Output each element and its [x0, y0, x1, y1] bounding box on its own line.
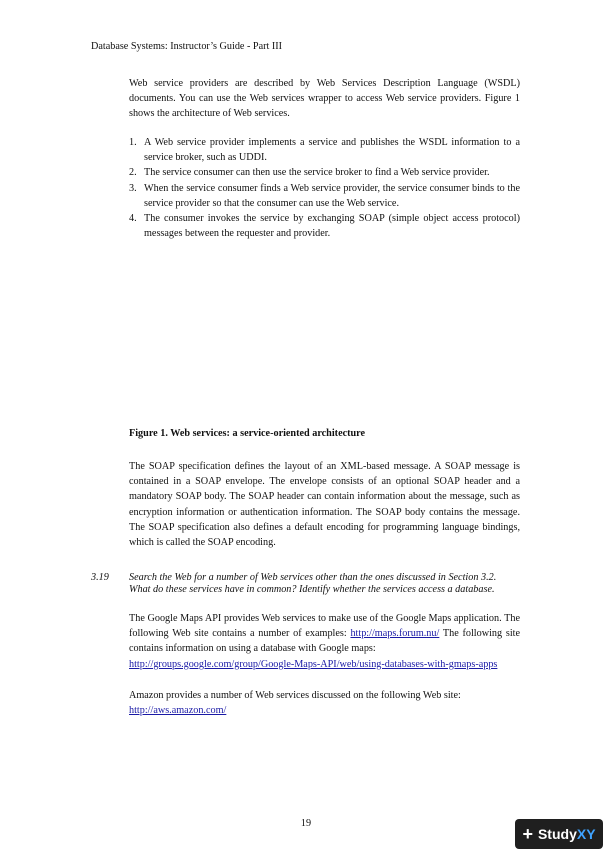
- google-text-1: The Google Maps API provides Web services to make use of the Google Maps application. The following Web site contains a number of examples:: [129, 613, 520, 640]
- intro-paragraph: Web service providers are described by Web Services Description Language (WSDL) documents. You can use the Web services wrapper to access Web service providers. Figure 1 shows the architecture of Web services.: [129, 78, 520, 120]
- aws-link[interactable]: http://aws.amazon.com/: [129, 705, 227, 717]
- steps-list: [129, 135, 520, 241]
- list-item: [129, 211, 520, 241]
- figure-placeholder: [129, 270, 520, 420]
- list-text: The consumer invokes the service by exchanging SOAP (simple object access protocol) messages between the requester and provider.: [144, 213, 520, 240]
- google-paragraph: [129, 611, 520, 672]
- google-groups-link[interactable]: http://groups.google.com/group/Google-Maps-API/web/using-databases-with-gmaps-apps: [129, 658, 498, 670]
- soap-paragraph: The SOAP specification defines the layout of an XML-based message. A SOAP message is contained in a SOAP envelope. The envelope consists of an optional SOAP header and a mandatory SOAP body. The SOAP header can contain information about the message, such as encryption information or authentication information. The SOAP body contains the message. The SOAP specification also defines a default encoding for programming language bindings, which is called the SOAP encoding.: [129, 461, 520, 549]
- google-text-2: The following site contains information on using a database with Google maps:: [129, 628, 521, 655]
- badge-label-study: Study: [537, 826, 577, 842]
- list-text: When the service consumer finds a Web service provider, the service consumer binds to the service provider so that the consumer can use the Web service.: [144, 182, 520, 209]
- list-number: 3.: [129, 182, 137, 194]
- list-number: 1.: [129, 137, 137, 148]
- badge-label: [538, 826, 596, 842]
- list-number: 2.: [129, 167, 137, 179]
- page-number: 19: [300, 818, 312, 829]
- list-item: [129, 165, 520, 180]
- maps-forum-link[interactable]: http://maps.forum.nu/: [350, 628, 440, 640]
- question-text: Search the Web for a number of Web services other than the ones discussed in Section 3.2. What do these services have in common? Identify whether the services access a database.: [129, 572, 497, 595]
- question-number: 3.19: [91, 572, 109, 583]
- list-item: [129, 135, 520, 165]
- list-item: [129, 181, 520, 211]
- list-text: The service consumer can then use the service broker to find a Web service provider.: [144, 167, 490, 179]
- list-text: A Web service provider implements a service and publishes the WSDL information to a service broker, such as UDDI.: [144, 137, 520, 164]
- figure-caption: Figure 1. Web services: a service-oriented architecture: [129, 428, 366, 439]
- plus-icon: +: [522, 824, 533, 844]
- badge-label-xy: XY: [576, 826, 596, 842]
- running-header: Database Systems: Instructor’s Guide - Part III: [91, 41, 283, 52]
- list-number: 4.: [129, 213, 137, 225]
- studyxy-badge[interactable]: [515, 819, 603, 849]
- amazon-text: Amazon provides a number of Web services discussed on the following Web site:: [129, 690, 461, 701]
- amazon-paragraph: [129, 688, 520, 718]
